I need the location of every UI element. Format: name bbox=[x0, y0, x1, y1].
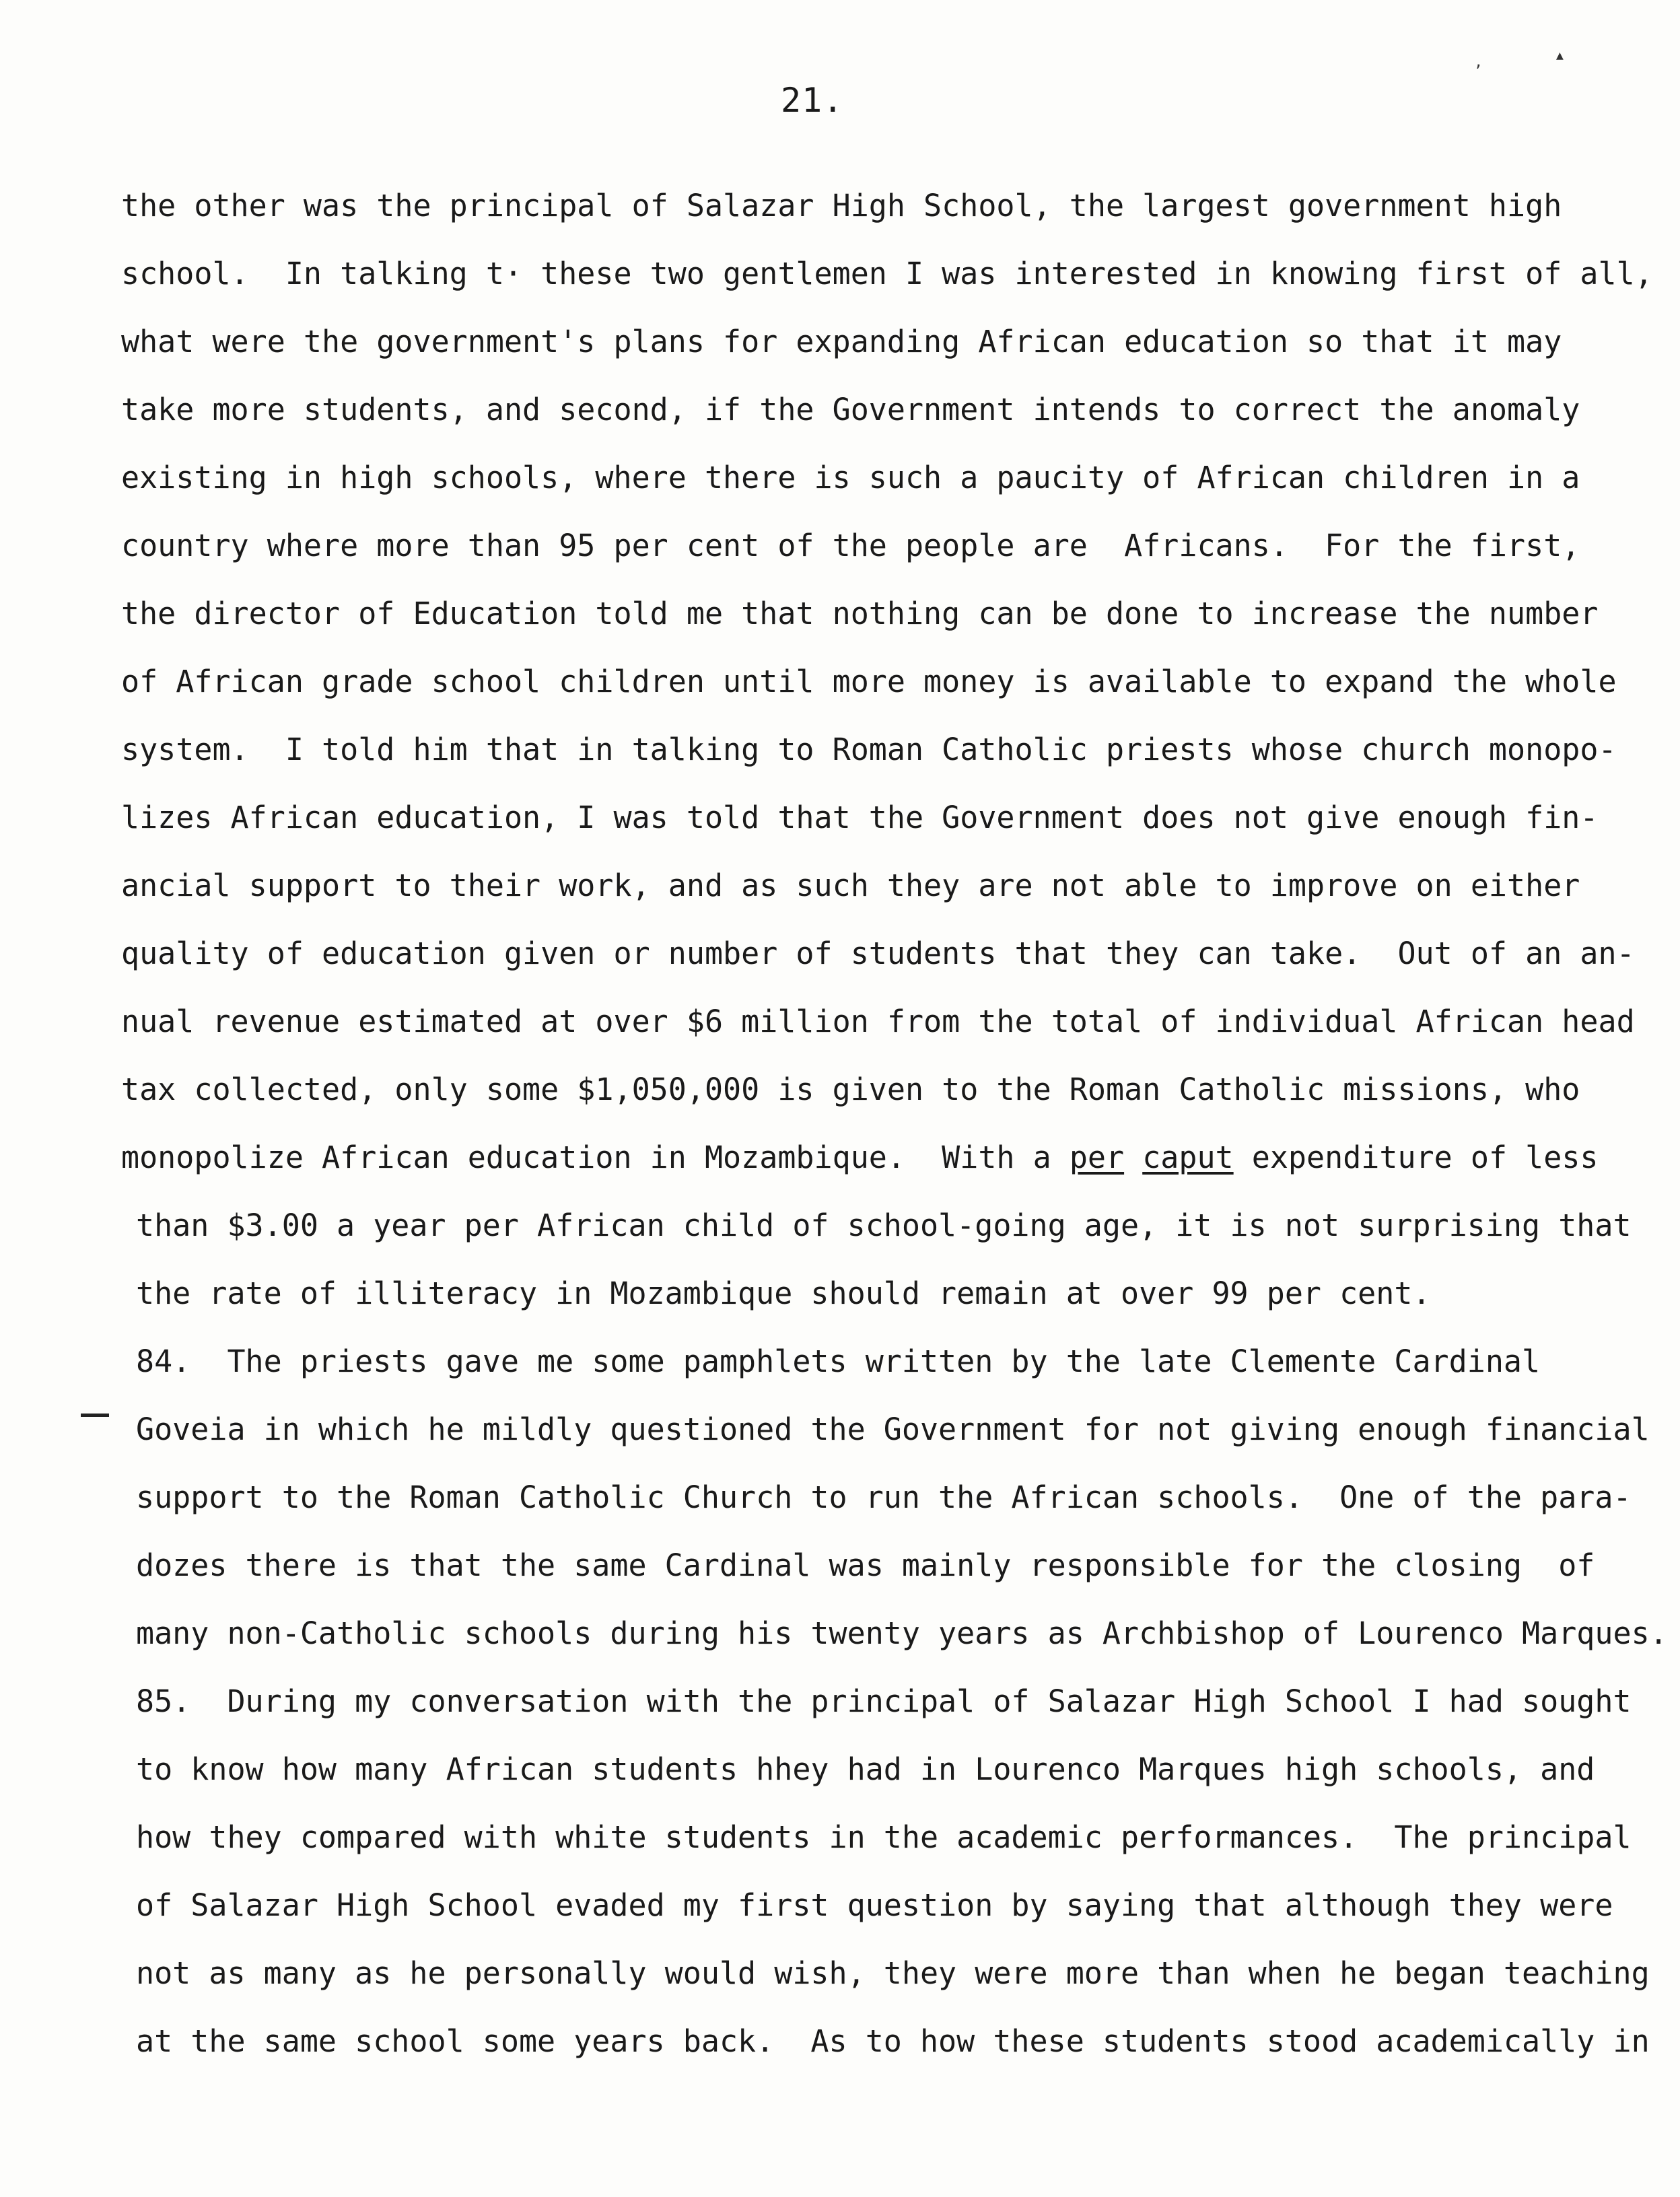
text-line: quality of education given or number of students that they can take. Out of an an- bbox=[121, 936, 1635, 971]
text-line: not as many as he personally would wish, they were more than when he began teaching bbox=[136, 1955, 1650, 1991]
text-line: the rate of illiteracy in Mozambique should remain at over 99 per cent. bbox=[136, 1276, 1431, 1311]
text-line: country where more than 95 per cent of the people are Africans. For the first, bbox=[121, 528, 1580, 563]
text-line: to know how many African students hhey had in Lourenco Marques high schools, and bbox=[136, 1751, 1595, 1787]
text-segment bbox=[1124, 1140, 1142, 1175]
text-line: how they compared with white students in the academic performances. The principal bbox=[136, 1819, 1632, 1855]
text-line: lizes African education, I was told that the Government does not give enough fin- bbox=[121, 800, 1599, 835]
text-line: of Salazar High School evaded my first question by saying that although they were bbox=[136, 1887, 1613, 1923]
paragraph-84-start: 84. The priests gave me some pamphlets written by the late Clemente Cardinal bbox=[136, 1344, 1541, 1379]
paragraph-85-start: 85. During my conversation with the principal of Salazar High School I had sought bbox=[136, 1683, 1632, 1719]
text-line: many non-Catholic schools during his twenty years as Archbishop of Lourenco Marques. bbox=[136, 1615, 1668, 1651]
text-line: the director of Education told me that nothing can be done to increase the number bbox=[121, 596, 1599, 631]
text-segment: monopolize African education in Mozambique. With a bbox=[121, 1140, 1070, 1175]
text-line: take more students, and second, if the Government intends to correct the anomaly bbox=[121, 392, 1580, 427]
body-text bbox=[121, 172, 1668, 2075]
text-line: existing in high schools, where there is such a paucity of African children in a bbox=[121, 460, 1580, 495]
text-line: Goveia in which he mildly questioned the Government for not giving enough financial bbox=[136, 1411, 1650, 1447]
text-line: nual revenue estimated at over $6 million from the total of individual African head bbox=[121, 1004, 1635, 1039]
text-line-underlined bbox=[121, 1123, 1599, 1191]
page-number: 21. bbox=[781, 81, 844, 120]
text-line: than $3.00 a year per African child of school-going age, it is not surprising that bbox=[136, 1208, 1632, 1243]
text-line: support to the Roman Catholic Church to run the African schools. One of the para- bbox=[136, 1479, 1632, 1515]
text-line: system. I told him that in talking to Roman Catholic priests whose church monopo- bbox=[121, 732, 1617, 767]
margin-dash bbox=[81, 1414, 109, 1417]
underlined-word: per bbox=[1069, 1140, 1125, 1175]
text-line: at the same school some years back. As to how these students stood academically in bbox=[136, 2023, 1650, 2059]
underlined-word: caput bbox=[1142, 1140, 1234, 1175]
text-line: of African grade school children until more money is available to expand the whole bbox=[121, 664, 1617, 699]
text-segment: expenditure of less bbox=[1233, 1140, 1599, 1175]
text-line: ancial support to their work, and as such they are not able to improve on either bbox=[121, 868, 1580, 903]
text-line: tax collected, only some $1,050,000 is given to the Roman Catholic missions, who bbox=[121, 1072, 1580, 1107]
text-line: school. In talking t· these two gentlemen I was interested in knowing first of all, bbox=[121, 256, 1653, 291]
corner-mark: , bbox=[1474, 54, 1483, 71]
corner-mark: ▲ bbox=[1556, 48, 1564, 63]
text-line: the other was the principal of Salazar High School, the largest government high bbox=[121, 188, 1562, 223]
text-line: dozes there is that the same Cardinal was mainly responsible for the closing of bbox=[136, 1547, 1595, 1583]
text-line: what were the government's plans for expanding African education so that it may bbox=[121, 324, 1562, 359]
